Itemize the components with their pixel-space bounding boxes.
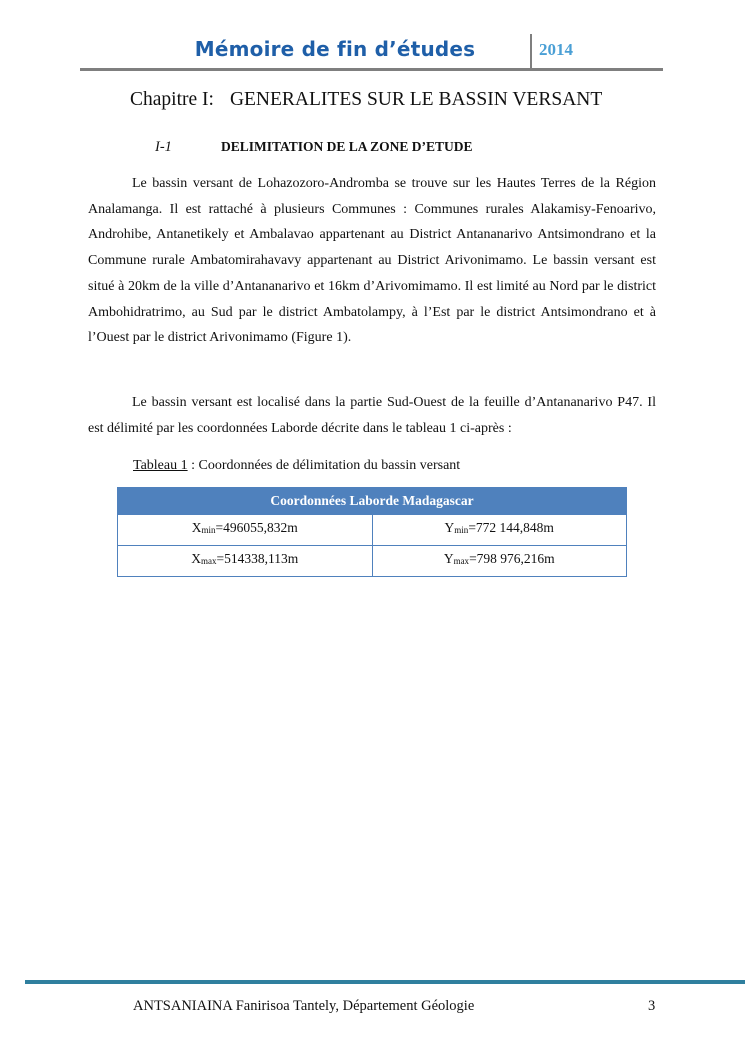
xmax-value: =514338,113m [216,551,299,566]
ymax-value: =798 976,216m [469,551,555,566]
table-caption [133,458,460,474]
table-cell-xmax [118,546,373,577]
ymin-var: Y [444,520,455,535]
header-rule [80,68,663,71]
ymax-sub: max [453,556,470,566]
xmax-sub: max [201,556,217,566]
table-cell-xmin [118,515,373,546]
table-header-row [118,488,627,515]
xmin-value: =496055,832m [215,520,298,535]
page-number: 3 [648,998,656,1014]
table-row [118,515,627,546]
chapter-title [130,89,602,111]
table-cell-ymax [372,546,627,577]
xmin-sub: min [201,525,216,535]
table-caption-text: : Coordonnées de délimitation du bassin versant [187,458,461,473]
header-title: Mémoire de fin d’études [194,37,476,61]
header-year: 2014 [539,40,573,59]
chapter-heading: GENERALITES SUR LE BASSIN VERSANT [229,89,603,110]
table-row [118,546,627,577]
ymin-sub: min [454,525,469,535]
section-number: I-1 [155,139,172,155]
footer-rule [25,980,745,984]
table-cell-ymin [372,515,627,546]
table-caption-label: Tableau 1 [133,458,188,473]
coordinates-table [117,487,627,577]
chapter-label: Chapitre I: [130,89,214,110]
table-header: Coordonnées Laborde Madagascar [118,488,627,515]
header-divider [530,34,532,70]
ymin-value: =772 144,848m [468,520,554,535]
ymax-var: Y [443,551,454,566]
xmin-var: X [191,520,202,535]
section-title: DELIMITATION DE LA ZONE D’ETUDE [221,139,473,154]
paragraph-1: Le bassin versant de Lohazozoro-Andromba se trouve sur les Hautes Terres de la Région Analamanga. Il est rattaché à plusieurs Communes : Communes rurales Alakamisy-Fenoarivo, Androhibe, Antanetikely et Ambalavao appartenant au District Antananarivo Antsimondrano et la Commune rurale Ambatomirahavavy appartenant au District Arivonimamo. Le bassin versant est situé à 20km de la ville d’Antananarivo et 16km d’Arivomimamo. Il est limité au Nord par le district Ambohidratrimo, au Sud par le district Ambatolampy, à l’Est par le district Antsimondrano et à l’Ouest par le district Arivonimamo (Figure 1). [88,176,656,346]
xmax-var: X [191,551,201,566]
footer-author: ANTSANIAINA Fanirisoa Tantely, Département Géologie [133,998,475,1014]
paragraph-2: Le bassin versant est localisé dans la partie Sud-Ouest de la feuille d’Antananarivo P47. Il est délimité par les coordonnées Laborde décrite dans le tableau 1 ci-après : [88,395,656,436]
